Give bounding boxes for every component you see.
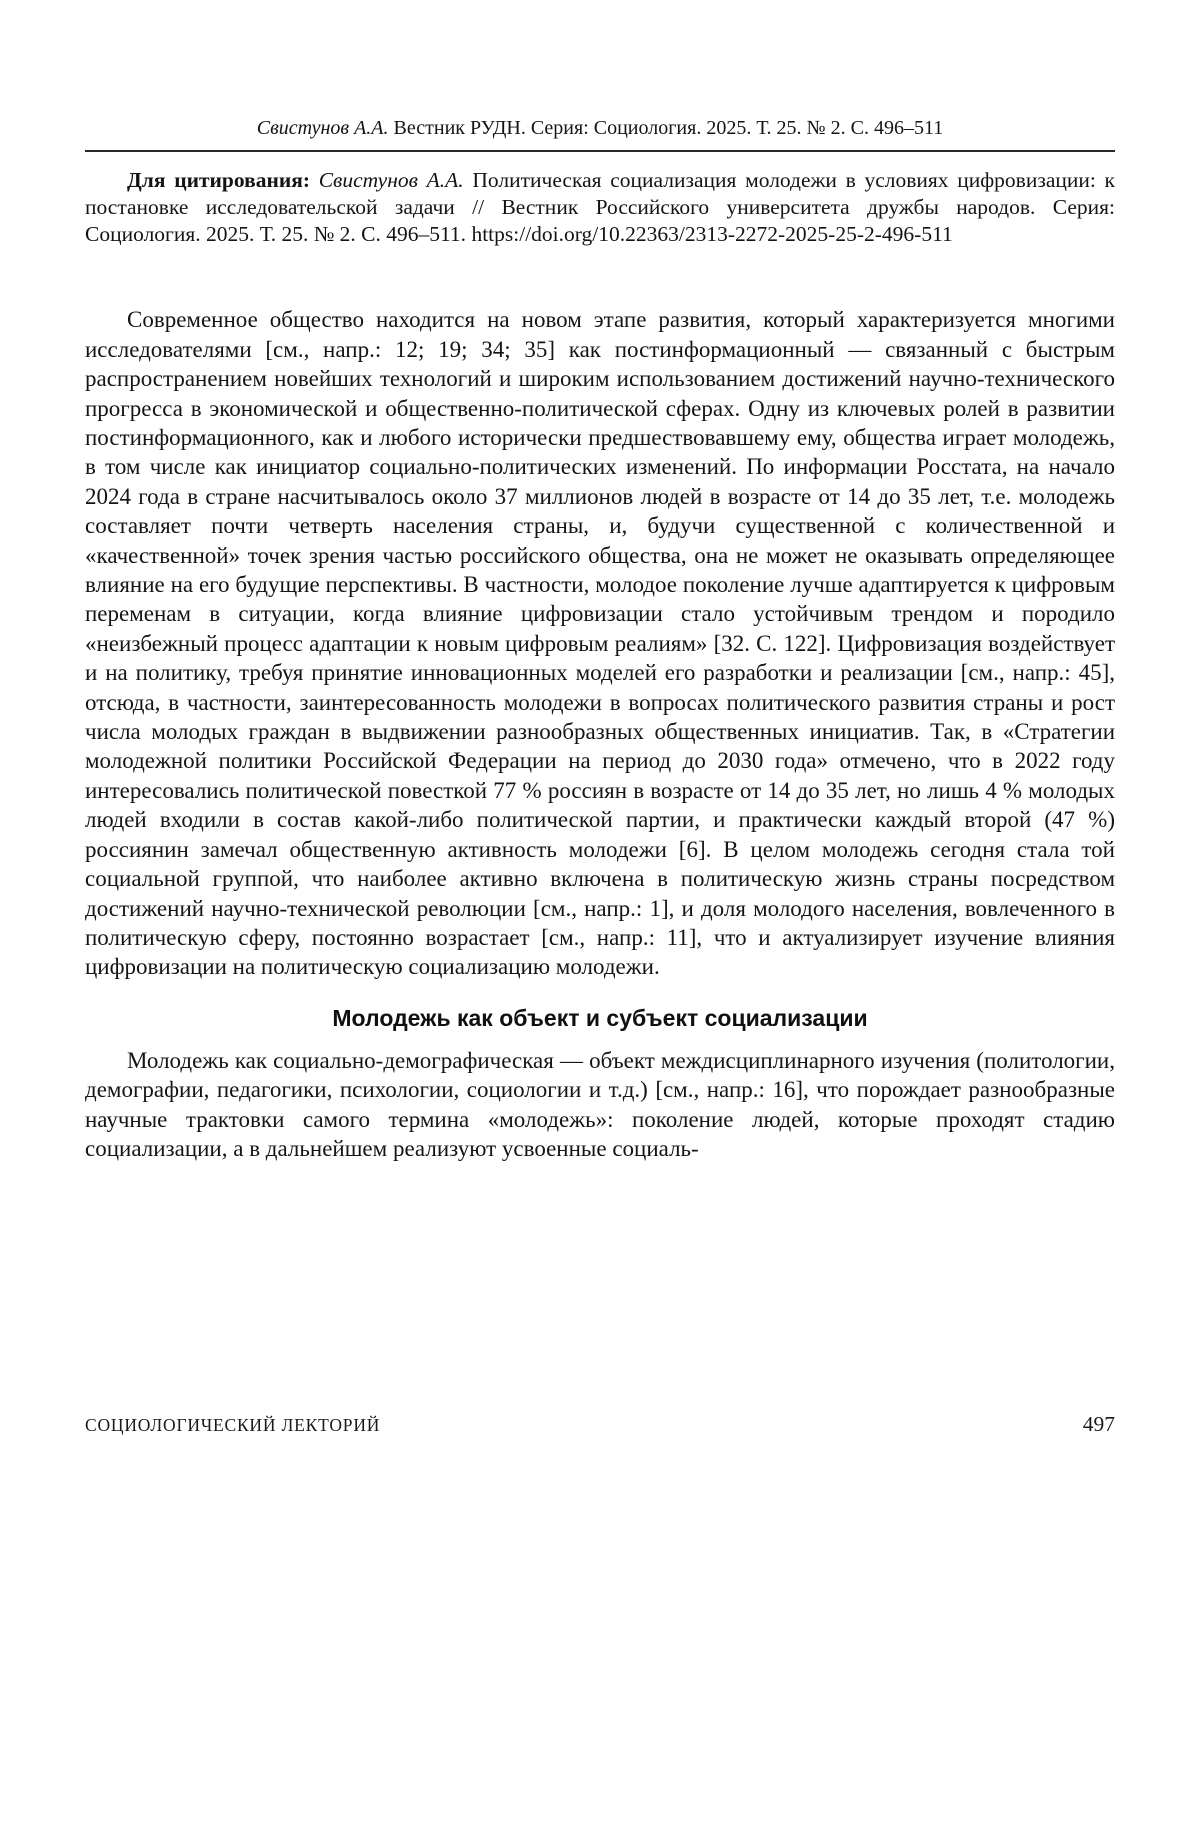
page-content [85,0,1115,1163]
citation-doi: https://doi.org/10.22363/2313-2272-2025-25-2-496-511 [471,221,953,246]
citation-label: Для цитирования: [127,168,311,192]
citation-text: Политическая социализация молодежи в условиях цифровизации: к постановке исследовательской задачи // Вестник Российского университета дружбы народов. Серия: Социология. 2025. Т. 25. № 2. С. 496–511. [85,168,1115,246]
running-head-author: Свистунов А.А. [256,117,389,139]
running-head [85,116,1115,152]
page-footer [85,1412,1115,1437]
citation-paragraph [85,167,1115,247]
running-head-text: Вестник РУДН. Серия: Социология. 2025. Т. 25. № 2. С. 496–511 [393,117,944,139]
paragraph-youth-definition: Молодежь как социально-демографическая — объект междисциплинарного изучения (политологии, демографии, педагогики, психологии, социологии и т.д.) [см., напр.: 16], что порождает разнообразные научные трактовки самого термина «молодежь»: поколение людей, которые проходят стадию социализации, а в дальнейшем реализуют усвоенные социаль- [85,1047,1115,1161]
footer-page-number: 497 [1082,1412,1115,1436]
citation-author: Свистунов А.А. [318,168,464,192]
section-heading: Молодежь как объект и субъект социализации [332,1004,868,1031]
footer-section-label: СОЦИОЛОГИЧЕСКИЙ ЛЕКТОРИЙ [85,1415,381,1435]
paragraph-intro: Современное общество находится на новом этапе развития, который характеризуется многими исследователями [см., напр.: 12; 19; 34; 35] как постинформационный — связанный с быстрым распространением новейших технологий и широким использованием достижений научно-технического прогресса в экономической и общественно-политической сферах. Одну из ключевых ролей в развитии постинформационного, как и любого исторически предшествовавшему ему, общества играет молодежь, в том числе как инициатор социально-политических изменений. По информации Росстата, на начало 2024 года в стране насчитывалось около 37 миллионов людей в возрасте от 14 до 35 лет, т.е. молодежь составляет почти четверть населения страны, и, будучи существенной с количественной и «качественной» точек зрения частью российского общества, она не может не оказывать определяющее влияние на его будущие перспективы. В частности, молодое поколение лучше адаптируется к цифровым переменам в ситуации, когда влияние цифровизации стало устойчивым трендом и породило «неизбежный процесс адаптации к новым цифровым реалиям» [32. С. 122]. Цифровизация воздействует и на политику, требуя принятие инновационных моделей его разработки и реализации [см., напр.: 45], отсюда, в частности, заинтересованность молодежи в вопросах политического развития страны и рост числа молодых граждан в выдвижении разнообразных общественных инициатив. Так, в «Стратегии молодежной политики Российской Федерации на период до 2030 года» отмечено, что в 2022 году интересовались политической повесткой 77 % россиян в возрасте от 14 до 35 лет, но лишь 4 % молодых людей входили в состав какой-либо политической партии, и практически каждый второй (47 %) россиянин замечал общественную активность молодежи [6]. В целом молодежь сегодня стала той социальной группой, что наиболее активно включена в политическую жизнь страны посредством достижений научно-технической революции [см., напр.: 1], и доля молодого населения, вовлеченного в политическую сферу, постоянно возрастает [см., напр.: 11], что и актуализирует изучение влияния цифровизации на политическую социализацию молодежи. [85,307,1115,980]
